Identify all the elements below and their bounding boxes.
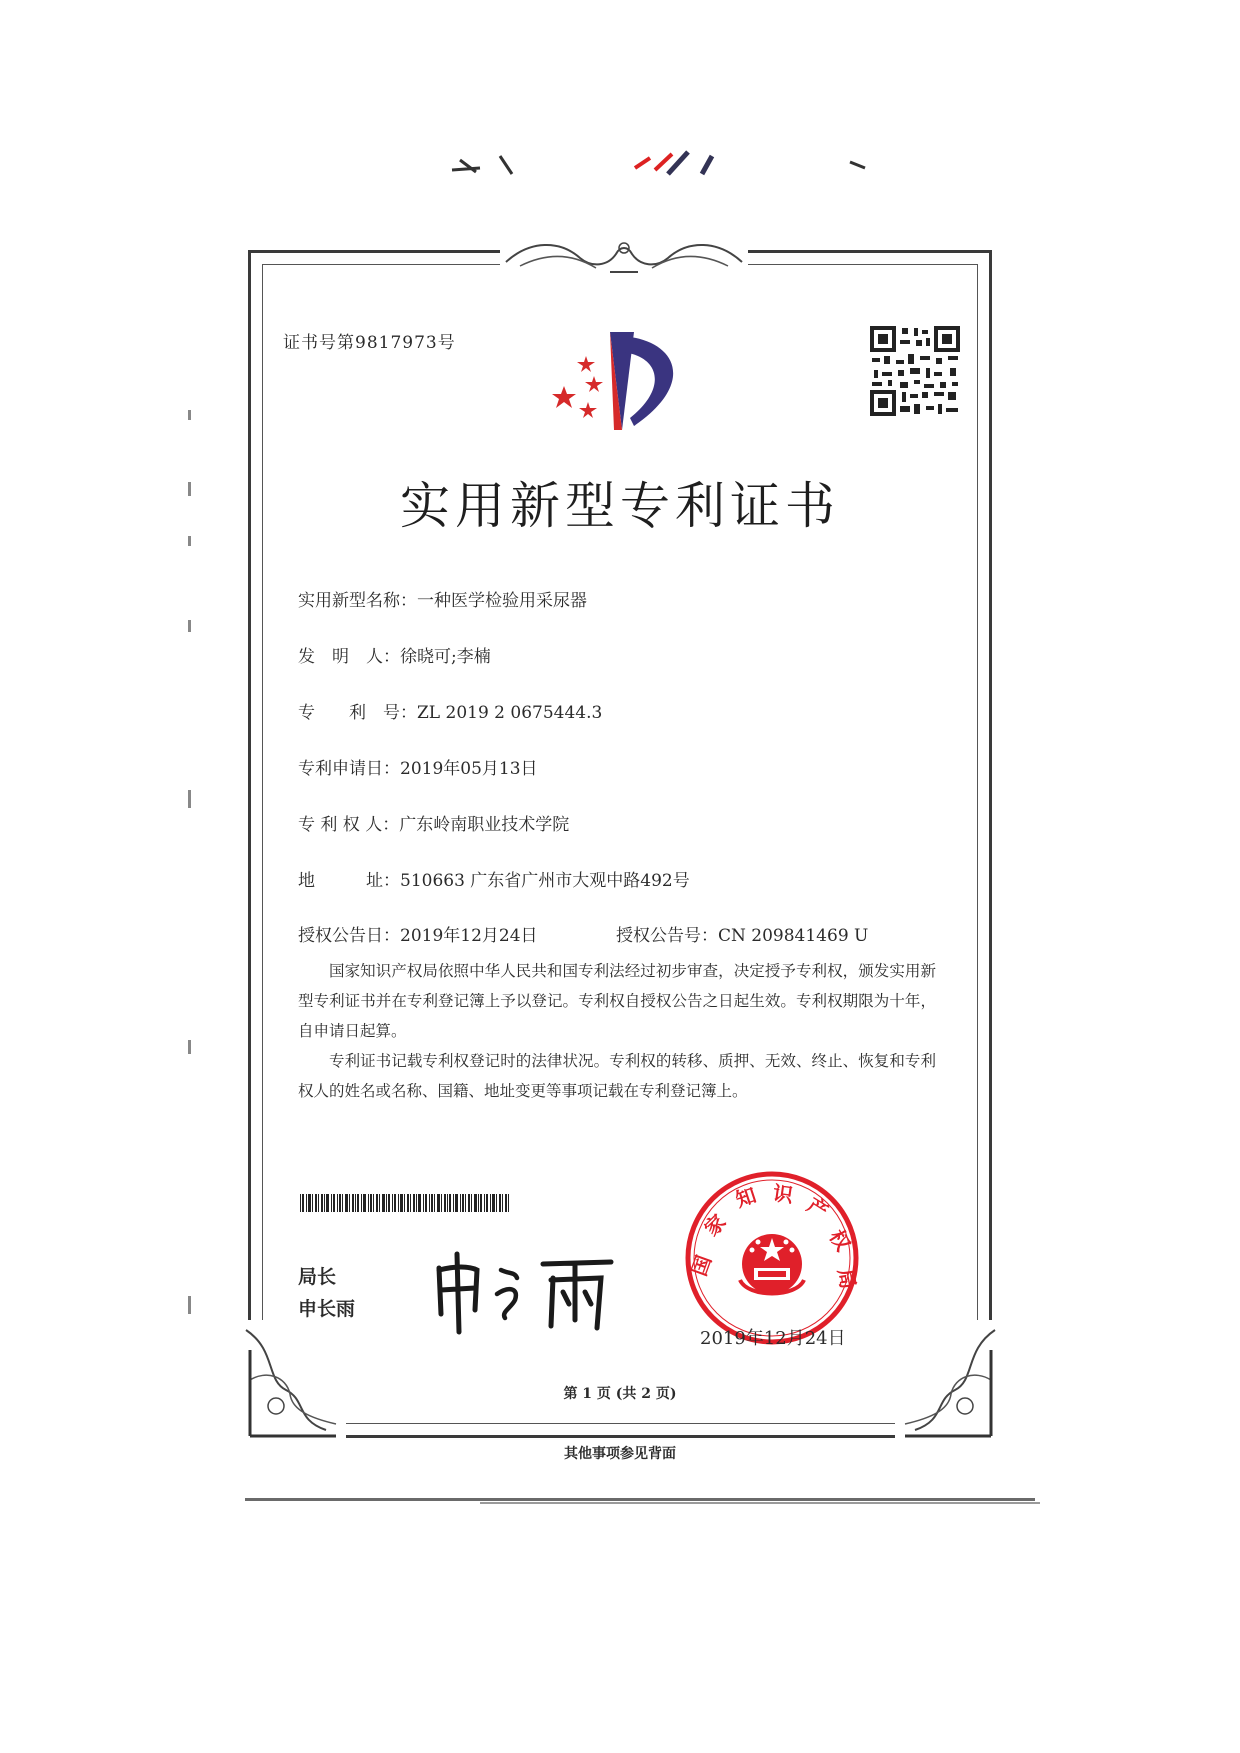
- field-patent-number: [298, 698, 602, 723]
- field-grant-date: [298, 921, 538, 946]
- field-value: 广东岭南职业技术学院: [399, 815, 570, 835]
- barcode-icon: [300, 1194, 512, 1212]
- field-label: 授权公告号：: [616, 926, 718, 946]
- certificate-title: 实用新型专利证书: [400, 477, 840, 535]
- scan-artifact-top: [440, 150, 960, 180]
- scan-margin-mark: [188, 536, 191, 546]
- field-value: ZL 2019 2 0675444.3: [417, 703, 603, 723]
- scan-margin-mark: [188, 1040, 191, 1054]
- scan-margin-mark: [188, 482, 191, 496]
- field-label: 专利申请日：: [298, 759, 400, 779]
- field-label: 地 址：: [298, 871, 400, 891]
- field-filing-date: [298, 754, 538, 779]
- field-label: 授权公告日：: [298, 926, 400, 946]
- field-grant-number: [616, 921, 868, 946]
- svg-text:权: 权: [824, 1226, 854, 1256]
- field-value: 徐晓可;李楠: [400, 647, 491, 667]
- svg-text:识: 识: [771, 1182, 795, 1208]
- director-signature: [425, 1248, 625, 1338]
- field-value: 2019年12月24日: [400, 926, 538, 946]
- official-seal: [682, 1168, 862, 1348]
- svg-text:知: 知: [733, 1184, 760, 1212]
- grant-statement-paragraph: 国家知识产权局依照中华人民共和国专利法经过初步审查，决定授予专利权，颁发实用新型专利证书并在专利登记簿上予以登记。专利权自授权公告之日起生效。专利权期限为十年，自申请日起算。: [298, 962, 936, 1040]
- other-matters-note: 其他事项参见背面: [564, 1446, 676, 1462]
- ornament-top-icon: [500, 232, 748, 280]
- qr-code-icon: [870, 326, 960, 416]
- field-label: 专 利 权 人：: [298, 815, 400, 835]
- field-inventor: [298, 642, 491, 667]
- field-address: [298, 866, 690, 891]
- svg-text:家: 家: [700, 1210, 731, 1241]
- ornament-corner-bottom-left-icon: [236, 1320, 346, 1440]
- legal-status-paragraph: 专利证书记载专利权登记时的法律状况。专利权的转移、质押、无效、终止、恢复和专利权人的姓名或名称、国籍、地址变更等事项记载在专利登记簿上。: [298, 1052, 936, 1100]
- svg-text:国: 国: [688, 1252, 717, 1280]
- scan-margin-mark: [188, 790, 191, 808]
- cnipa-logo-icon: [548, 322, 696, 442]
- certificate-number: 证书号第9817973号: [283, 333, 456, 353]
- seal-date: 2019年12月24日: [700, 1328, 846, 1349]
- field-label: 专 利 号：: [298, 703, 417, 723]
- scan-edge-line: [480, 1502, 1040, 1504]
- scan-margin-mark: [188, 620, 191, 632]
- ornament-corner-bottom-right-icon: [895, 1320, 1005, 1440]
- director-title: 局长: [298, 1266, 337, 1288]
- field-value: CN 209841469 U: [718, 926, 869, 946]
- field-label: 实用新型名称：: [298, 591, 417, 611]
- director-name: 申长雨: [298, 1298, 356, 1320]
- field-value: 2019年05月13日: [400, 759, 538, 779]
- field-value: 510663 广东省广州市大观中路492号: [400, 871, 690, 891]
- field-label: 发 明 人：: [298, 647, 400, 667]
- scan-margin-mark: [188, 1296, 191, 1314]
- field-utility-model-name: [298, 586, 587, 611]
- scan-margin-mark: [188, 410, 191, 420]
- svg-text:局: 局: [833, 1267, 859, 1291]
- scan-edge-line: [245, 1498, 1035, 1501]
- field-patentee: [298, 810, 569, 835]
- svg-text:产: 产: [802, 1194, 832, 1224]
- page-number: 第 1 页 (共 2 页): [563, 1386, 677, 1402]
- field-value: 一种医学检验用采尿器: [417, 591, 587, 611]
